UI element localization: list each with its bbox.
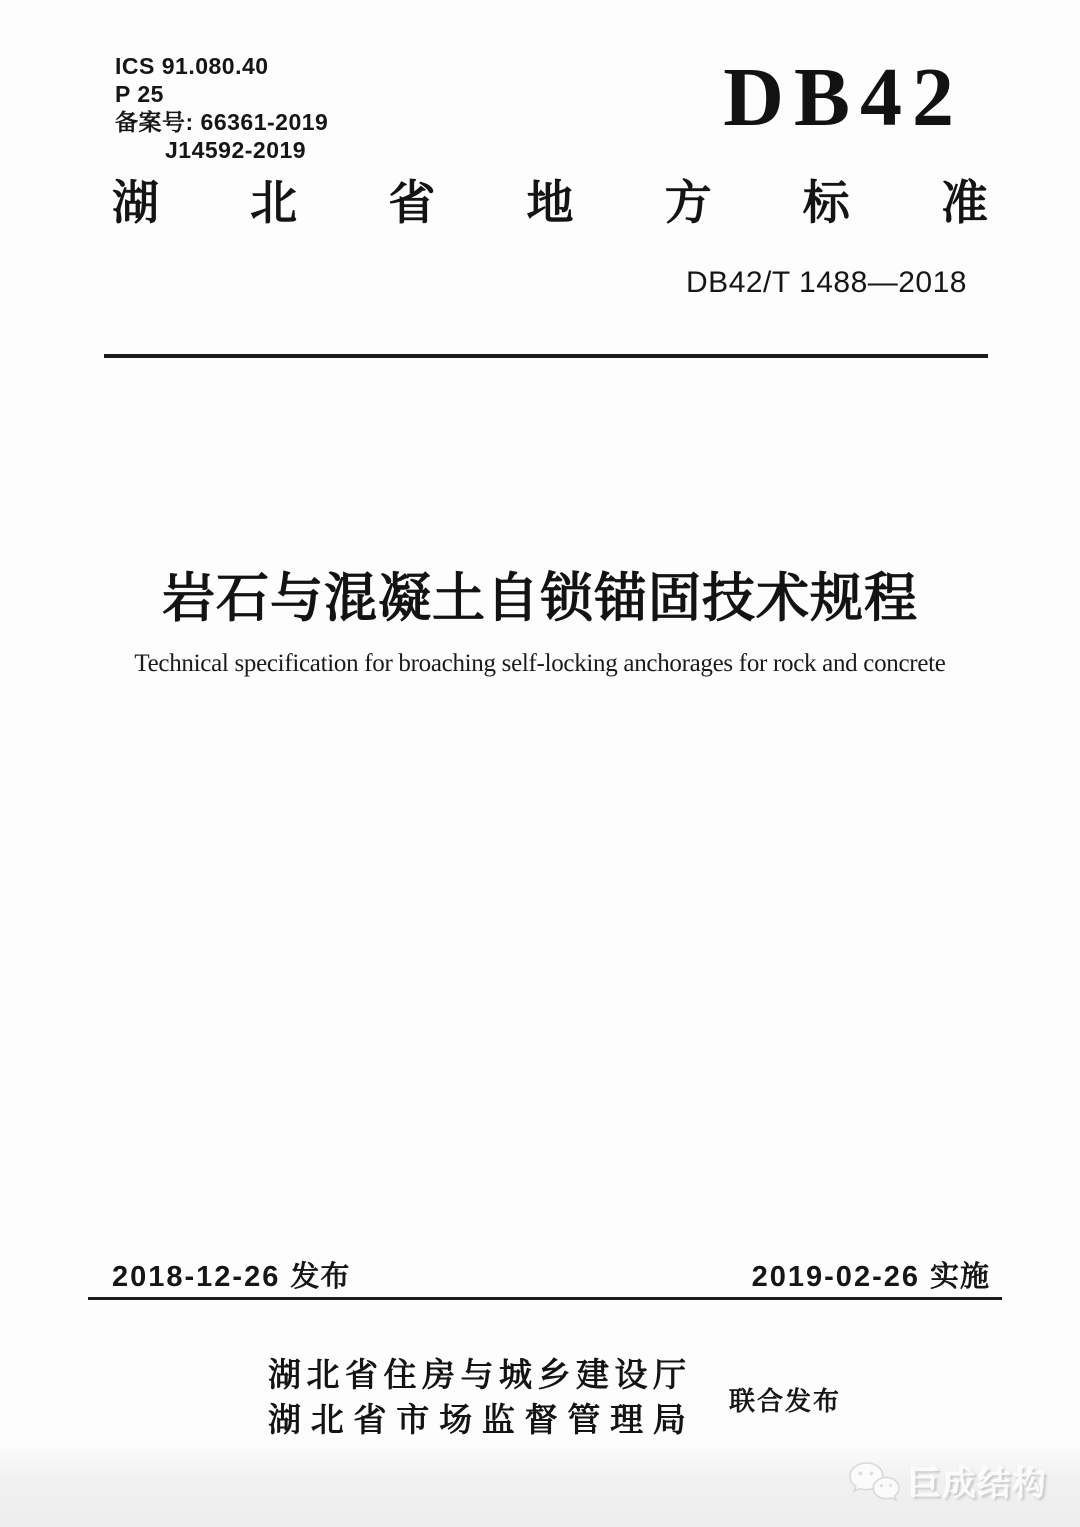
char: 方 [664,176,712,229]
char: 湖 [268,1356,301,1393]
char: 乡 [537,1356,571,1393]
joint-release-label: 联合发布 [729,1386,842,1416]
char: 北 [310,1401,344,1438]
implement-date: 2019-02-26 [751,1261,920,1293]
issue-date: 2018-12-26 [112,1261,281,1293]
issue-date-pair [112,1260,350,1294]
char: 与 [460,1356,494,1393]
issue-date-label: 发布 [290,1261,351,1293]
char: 厅 [653,1356,686,1393]
publisher-2 [268,1397,686,1442]
watermark-text: 巨成结构 [908,1465,1048,1502]
char: 房 [422,1356,455,1393]
page-title: 岩石与混凝土自锁锚固技术规程 [162,569,918,628]
record-number-2: J14592-2019 [165,137,307,163]
char: 城 [499,1356,532,1393]
char: 场 [439,1401,473,1438]
char: 省 [353,1401,387,1438]
char: 准 [940,176,988,229]
db42-logo: DB42 [723,51,964,144]
char: 湖 [112,176,159,229]
standard-number: DB42/T 1488—2018 [686,266,967,299]
implement-date-pair [752,1260,990,1294]
char: 管 [567,1401,601,1438]
header-rule [104,354,988,358]
watermark [848,1458,1048,1505]
char: 地 [526,176,574,229]
standard-type-title [112,176,988,230]
char: 局 [652,1401,686,1438]
classification-code: P 25 [115,81,164,107]
char: 建 [576,1356,609,1393]
wechat-icon [848,1461,900,1503]
char: 督 [524,1401,558,1438]
implement-date-label: 实施 [929,1261,990,1293]
char: 住 [383,1356,417,1393]
char: 监 [481,1401,515,1438]
char: 理 [610,1401,644,1438]
char: 湖 [268,1401,301,1438]
publisher-1 [268,1352,686,1397]
ics-code: ICS 91.080.40 [115,53,269,79]
document-meta-block [115,52,328,164]
page-title-english: Technical specification for broaching self-locking anchorages for rock and concrete [134,650,946,677]
publisher-block [268,1352,686,1442]
dates-row [112,1260,990,1294]
record-number: 备案号: 66361-2019 [115,109,329,135]
char: 北 [306,1356,340,1393]
char: 设 [614,1356,648,1393]
char: 省 [345,1356,378,1393]
char: 市 [396,1401,430,1438]
char: 北 [250,176,298,229]
char: 标 [802,176,850,229]
char: 省 [388,176,436,229]
footer-rule [88,1297,1002,1300]
